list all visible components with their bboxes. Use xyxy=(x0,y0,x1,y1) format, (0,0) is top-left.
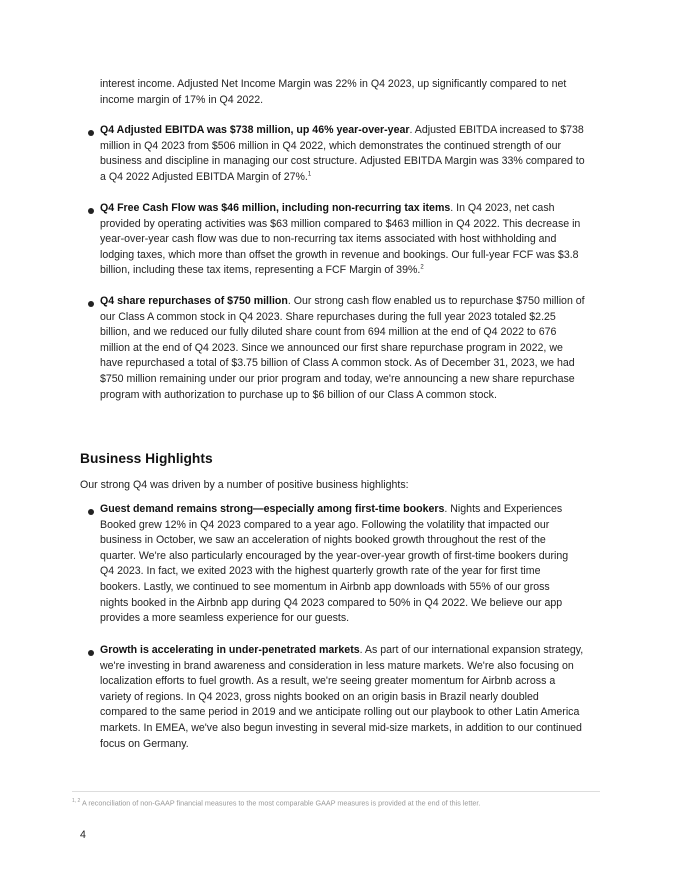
highlight-title: Q4 Adjusted EBITDA was $738 million, up 46% year-over-year xyxy=(100,124,410,136)
bullet-point xyxy=(88,208,94,214)
business-item-title: Growth is accelerating in under-penetrated markets xyxy=(100,644,360,656)
business-item-body: . As part of our international expansion strategy, we're investing in brand awareness and consideration in less mature markets. We're also focusing on localization efforts to fuel growth. As a result, we're seeing greater momentum for Airbnb across a variety of regions. In Q4 2023, gross nights booked on an origin basis in Brazil nearly doubled compared to the same period in 2019 and we anticipate rolling out our playbook to other Latin America markets. In EMEA, we've also begun investing in several mid-size markets, in addition to our continued focus on Germany. xyxy=(100,644,584,750)
bullet-point xyxy=(88,130,94,136)
business-intro: Our strong Q4 was driven by a number of positive business highlights: xyxy=(80,479,409,491)
business-item-guest-demand xyxy=(100,502,580,627)
highlight-body: . In Q4 2023, net cash provided by operating activities was $63 million compared to $463 million in Q4 2022. This decrease in year-over-year cash flow was due to non-recurring tax items associated with host withholding and lodging taxes, which more than offset the growth in revenue and bookings. Our full-year FCF was $3.8 billion, including these tax items, representing a FCF Margin of 39%. xyxy=(100,202,581,277)
highlight-body: . Adjusted EBITDA increased to $738 million in Q4 2023 from $506 million in Q4 2022, which demonstrates the continued strength of our business and discipline in managing our cost structure. Adjusted EBITDA Margin was 33% compared to a Q4 2022 Adjusted EBITDA Margin of 27%. xyxy=(100,124,585,183)
business-item-under-penetrated-markets xyxy=(100,643,588,752)
bullet-point xyxy=(88,650,94,656)
highlight-share-repurchases xyxy=(100,294,585,403)
highlight-title: Q4 Free Cash Flow was $46 million, including non-recurring tax items xyxy=(100,202,451,214)
footnote-text: A reconciliation of non-GAAP financial measures to the most comparable GAAP measures is provided at the end of this letter. xyxy=(81,798,481,808)
business-item-body: . Nights and Experiences Booked grew 12% in Q4 2023 compared to a year ago. Following the volatility that impacted our business in October, we saw an acceleration of nights booked growth throughout the rest of the quarter. We're also particularly encouraged by the year-over-year growth of first-time bookers during Q4 2023. In fact, we exited 2023 with the highest quarterly growth rate of the year for first time bookers. Lastly, we continued to see momentum in Airbnb app downloads with 55% of our gross nights booked in the Airbnb app during Q4 2023 compared to 50% in Q4 2022. We believe our app provides a more seamless experience for our guests. xyxy=(100,503,569,625)
business-item-title: Guest demand remains strong—especially among first-time bookers xyxy=(100,503,445,515)
footnote-marker: 2 xyxy=(420,264,424,271)
footnote xyxy=(72,798,480,807)
footnote-marker: 1 xyxy=(307,171,312,178)
highlight-body: . Our strong cash flow enabled us to repurchase $750 million of our Class A common stock in Q4 2023. Share repurchases during the full year 2023 totaled $2.25 billion, and we reduced our fully diluted share count from 694 million at the end of Q4 2022 to 676 million at the end of Q4 2023. Since we announced our first share repurchase program in 2022, we have repurchased a total of $3.75 billion of Class A common stock. As of December 31, 2023, we had $750 million remaining under our prior program and today, we're announcing a new share repurchase program with authorization to purchase up to $6 billion of our Class A common stock. xyxy=(100,295,585,401)
footnote-marker: 1, 2 xyxy=(72,798,81,804)
page-number: 4 xyxy=(80,829,86,841)
bullet-point xyxy=(88,509,94,515)
highlight-title: Q4 share repurchases of $750 million xyxy=(100,295,288,307)
highlight-adjusted-ebitda xyxy=(100,123,590,185)
top-paragraph: interest income. Adjusted Net Income Margin was 22% in Q4 2023, up significantly compared to net income margin of 17% in Q4 2022. xyxy=(100,78,567,106)
section-heading-business-highlights: Business Highlights xyxy=(80,451,213,466)
bullet-point xyxy=(88,301,94,307)
highlight-free-cash-flow xyxy=(100,201,590,279)
footnote-divider xyxy=(72,791,600,792)
